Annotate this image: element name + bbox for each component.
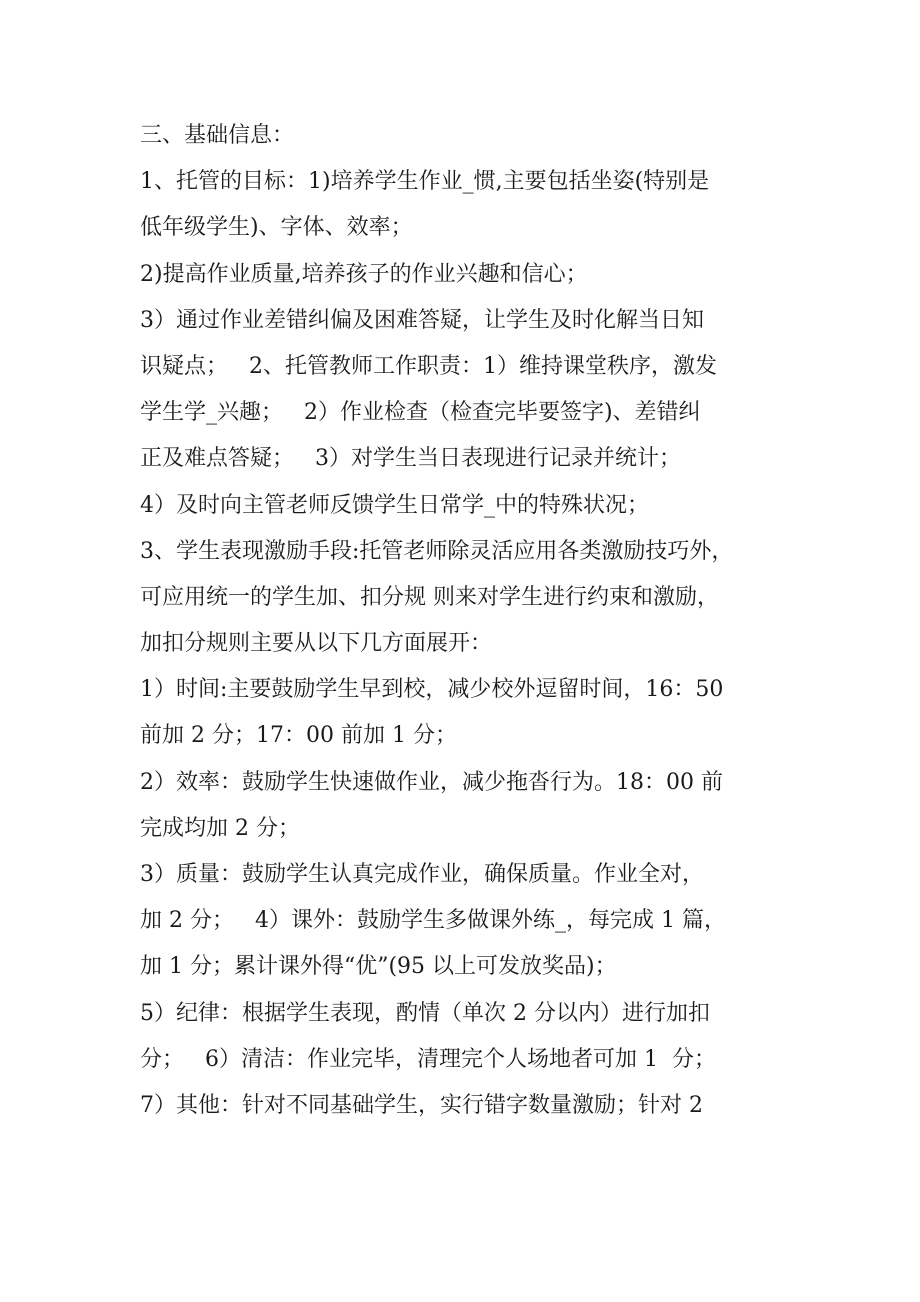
text-line: 加 1 分；累计课外得“优”(95 以上可发放奖品)； <box>140 954 617 980</box>
text-line: 3、学生表现激励手段:托管老师除灵活应用各类激励技巧外， <box>140 538 734 564</box>
text-line: 1）时间:主要鼓励学生早到校，减少校外逗留时间，16：50 <box>140 677 724 703</box>
text-line: 加扣分规则主要从以下几方面展开： <box>140 631 493 657</box>
text-line: 2）效率：鼓励学生快速做作业，减少拖沓行为。18：00 前 <box>140 769 723 795</box>
text-line: 2)提高作业质量,培养孩子的作业兴趣和信心； <box>140 261 588 287</box>
text-line: 7）其他：针对不同基础学生，实行错字数量激励；针对 2 <box>140 1092 703 1118</box>
text-line: 完成均加 2 分； <box>140 815 300 841</box>
section-heading: 三、基础信息： <box>140 123 295 148</box>
text-line: 可应用统一的学生加、扣分规 则来对学生进行约束和激励， <box>140 584 719 610</box>
text-line: 3）通过作业差错纠偏及困难答疑，让学生及时化解当日知 <box>140 307 704 333</box>
document-body <box>140 113 790 1129</box>
text-line: 前加 2 分；17：00 前加 1 分； <box>140 723 457 749</box>
text-line: 1、托管的目标：1)培养学生作业_惯,主要包括坐姿(特别是 <box>140 169 710 195</box>
text-line: 加 2 分； 4）课外：鼓励学生多做课外练_，每完成 1 篇， <box>140 908 726 934</box>
text-line: 低年级学生)、字体、效率； <box>140 215 413 241</box>
text-line: 5）纪律：根据学生表现，酌情（单次 2 分以内）进行加扣 <box>140 1000 710 1026</box>
text-line: 3）质量：鼓励学生认真完成作业，确保质量。作业全对， <box>140 862 704 887</box>
text-line: 识疑点； 2、托管教师工作职责：1）维持课堂秩序，激发 <box>140 353 717 379</box>
text-line: 正及难点答疑； 3）对学生当日表现进行记录并统计； <box>140 446 681 472</box>
text-line: 学生学_兴趣； 2）作业检查（检查完毕要签字)、差错纠 <box>140 400 701 426</box>
text-line: 4）及时向主管老师反馈学生日常学_中的特殊状况； <box>140 492 649 518</box>
text-line: 分； 6）清洁：作业完毕，清理完个人场地者可加 1 分； <box>140 1046 716 1072</box>
